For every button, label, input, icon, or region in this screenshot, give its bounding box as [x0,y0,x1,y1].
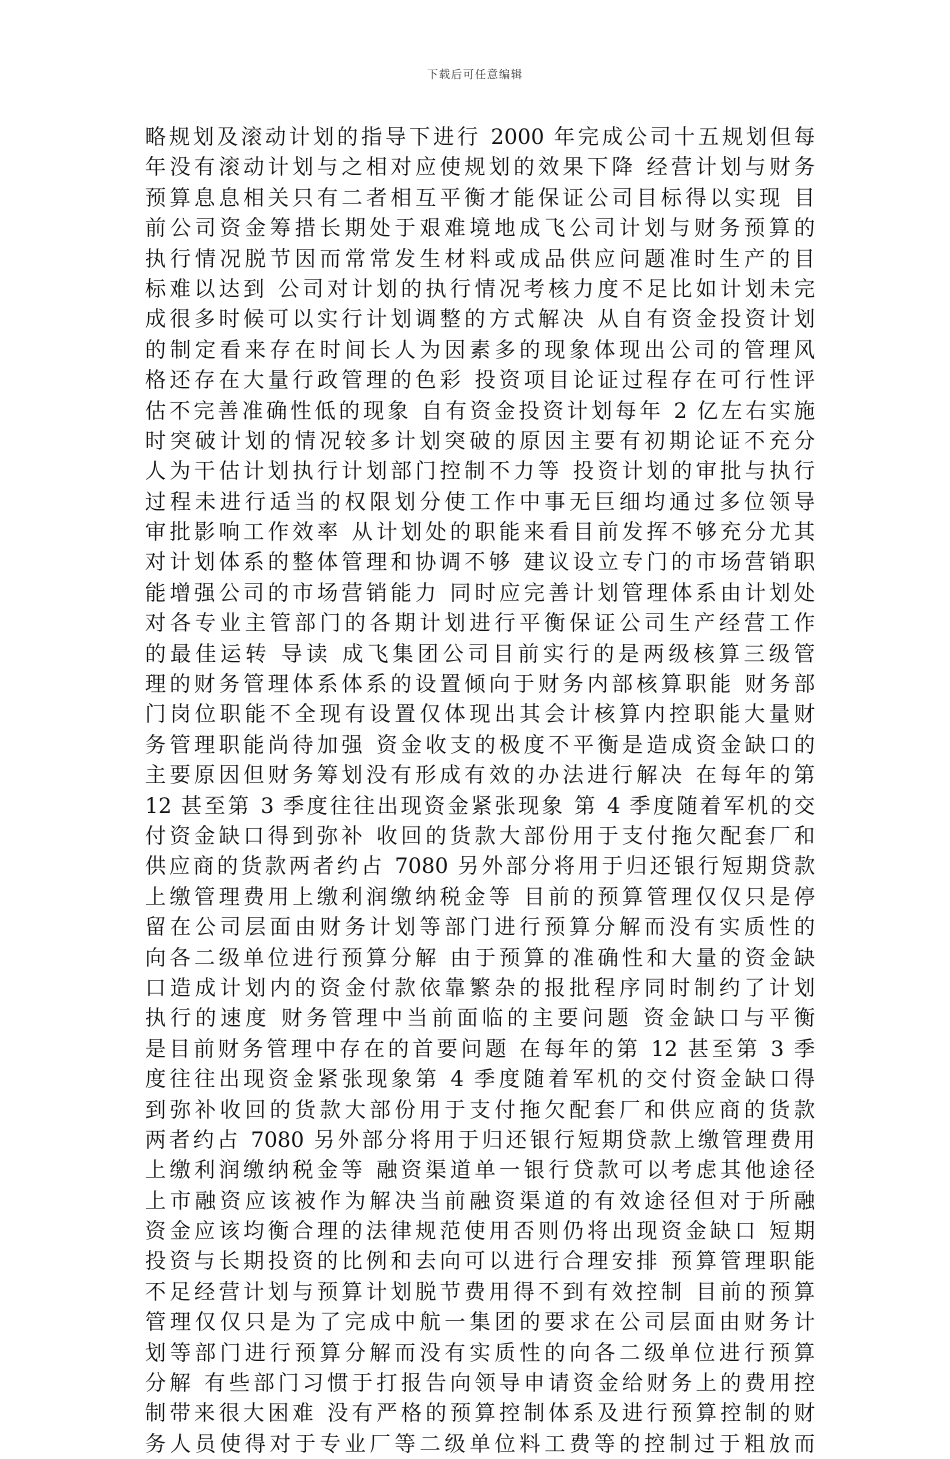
text-line: 主要原因但财务筹划没有形成有效的办法进行解决 在每年的第 [145,763,815,788]
text-line: 两者约占 7080 另外部分将用于归还银行短期贷款上缴管理费用 [145,1127,815,1152]
text-line: 的最佳运转 导读 成飞集团公司目前实行的是两级核算三级管 [145,641,815,666]
document-body [145,122,815,1459]
text-line: 上缴管理费用上缴利润缴纳税金等 目前的预算管理仅仅只是停 [145,884,815,909]
text-line: 对计划体系的整体管理和协调不够 建议设立专门的市场营销职 [145,550,815,575]
text-line: 度往往出现资金紧张现象第 4 季度随着军机的交付资金缺口得 [145,1067,815,1092]
text-line: 是目前财务管理中存在的首要问题 在每年的第 12 甚至第 3 季 [145,1036,815,1061]
text-line: 门岗位职能不全现有设置仅体现出其会计核算内控职能大量财 [145,702,815,727]
text-line: 估不完善准确性低的现象 自有资金投资计划每年 2 亿左右实施 [145,398,815,423]
text-line: 前公司资金筹措长期处于艰难境地成飞公司计划与财务预算的 [145,216,815,241]
text-line: 格还存在大量行政管理的色彩 投资项目论证过程存在可行性评 [145,368,815,393]
text-line: 12 甚至第 3 季度往往出现资金紧张现象 第 4 季度随着军机的交 [145,793,815,818]
text-line: 理的财务管理体系体系的设置倾向于财务内部核算职能 财务部 [145,672,815,697]
text-line: 投资与长期投资的比例和去向可以进行合理安排 预算管理职能 [145,1249,815,1274]
text-line: 过程未进行适当的权限划分使工作中事无巨细均通过多位领导 [145,489,815,514]
text-line: 执行的速度 财务管理中当前面临的主要问题 资金缺口与平衡 [145,1006,815,1031]
text-line: 供应商的货款两者约占 7080 另外部分将用于归还银行短期贷款 [145,854,815,879]
text-line: 上缴利润缴纳税金等 融资渠道单一银行贷款可以考虑其他途径 [145,1158,815,1183]
text-line: 资金应该均衡合理的法律规范使用否则仍将出现资金缺口 短期 [145,1219,815,1244]
text-line: 向各二级单位进行预算分解 由于预算的准确性和大量的资金缺 [145,945,815,970]
text-line: 留在公司层面由财务计划等部门进行预算分解而没有实质性的 [145,915,815,940]
text-line: 人为干估计划执行计划部门控制不力等 投资计划的审批与执行 [145,459,815,484]
text-line: 不足经营计划与预算计划脱节费用得不到有效控制 目前的预算 [145,1279,815,1304]
text-line: 标难以达到 公司对计划的执行情况考核力度不足比如计划未完 [145,276,815,301]
text-line: 务管理职能尚待加强 资金收支的极度不平衡是造成资金缺口的 [145,732,815,757]
text-line: 审批影响工作效率 从计划处的职能来看目前发挥不够充分尤其 [145,520,815,545]
text-line: 务人员使得对于专业厂等二级单位料工费等的控制过于粗放而 [145,1431,815,1456]
text-line: 时突破计划的情况较多计划突破的原因主要有初期论证不充分 [145,428,815,453]
text-line: 能增强公司的市场营销能力 同时应完善计划管理体系由计划处 [145,580,815,605]
text-line: 付资金缺口得到弥补 收回的货款大部份用于支付拖欠配套厂和 [145,823,815,848]
text-line: 管理仅仅只是为了完成中航一集团的要求在公司层面由财务计 [145,1310,815,1335]
text-line: 成很多时候可以实行计划调整的方式解决 从自有资金投资计划 [145,307,815,332]
text-line: 略规划及滚动计划的指导下进行 2000 年完成公司十五规划但每 [145,125,815,149]
text-line: 执行情况脱节因而常常发生材料或成品供应问题准时生产的目 [145,246,815,271]
text-line: 制带来很大困难 没有严格的预算控制体系及进行预算控制的财 [145,1401,815,1426]
text-line: 对各专业主管部门的各期计划进行平衡保证公司生产经营工作 [145,611,815,636]
text-line: 划等部门进行预算分解而没有实质性的向各二级单位进行预算 [145,1340,815,1365]
text-line: 上市融资应该被作为解决当前融资渠道的有效途径但对于所融 [145,1188,815,1213]
text-line: 口造成计划内的资金付款依靠繁杂的报批程序同时制约了计划 [145,975,815,1000]
page-header-note: 下载后可任意编辑 [427,68,523,81]
text-line: 分解 有些部门习惯于打报告向领导申请资金给财务上的费用控 [145,1371,815,1396]
text-line: 预算息息相关只有二者相互平衡才能保证公司目标得以实现 目 [145,185,815,210]
text-line: 到弥补收回的货款大部份用于支付拖欠配套厂和供应商的货款 [145,1097,815,1122]
text-line: 的制定看来存在时间长人为因素多的现象体现出公司的管理风 [145,337,815,362]
text-line: 年没有滚动计划与之相对应使规划的效果下降 经营计划与财务 [145,155,815,180]
